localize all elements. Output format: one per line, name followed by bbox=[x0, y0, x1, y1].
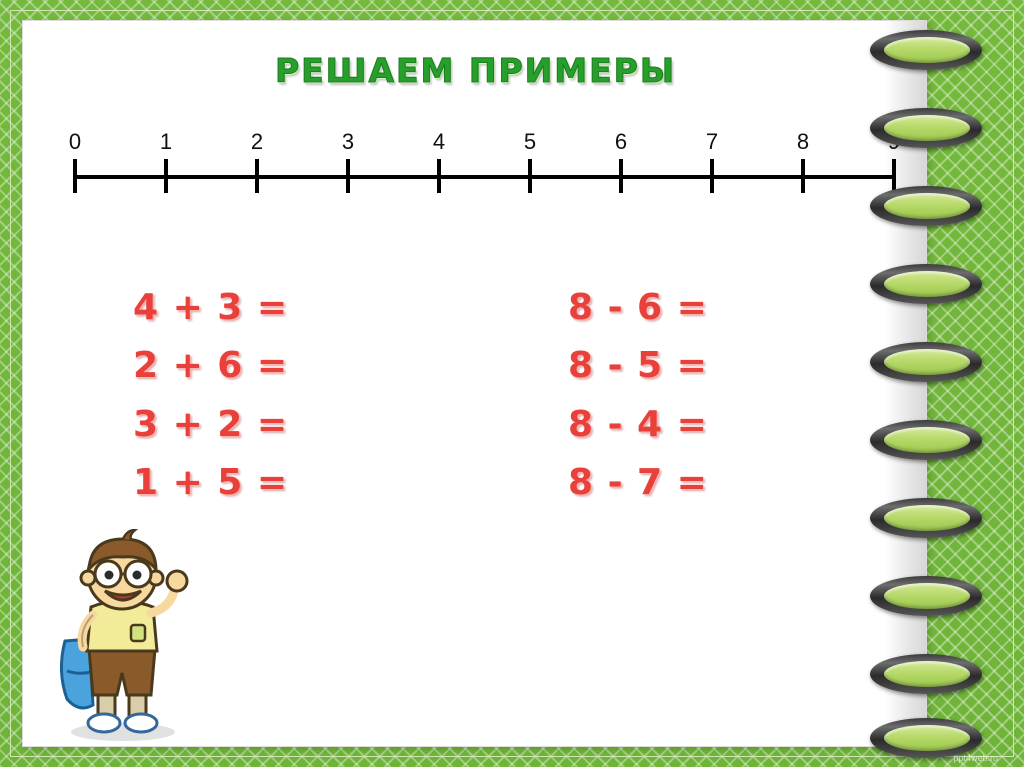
example-expression: 1 + 5 = bbox=[133, 461, 289, 503]
number-line-tick bbox=[164, 159, 168, 193]
number-line-label: 8 bbox=[796, 129, 810, 154]
examples-column-subtraction bbox=[568, 279, 708, 512]
example-expression: 8 - 6 = bbox=[568, 287, 708, 328]
paper-sheet bbox=[22, 20, 927, 747]
spiral-ring bbox=[870, 420, 982, 460]
spiral-ring bbox=[870, 654, 982, 694]
number-line-tick bbox=[619, 159, 623, 193]
number-line-label: 0 bbox=[68, 129, 82, 154]
spiral-ring bbox=[870, 264, 982, 304]
watermark: ppt4web.ru bbox=[953, 753, 998, 763]
spiral-ring bbox=[870, 718, 982, 758]
page-title: РЕШАЕМ ПРИМЕРЫ bbox=[274, 51, 677, 90]
spiral-ring bbox=[870, 498, 982, 538]
example-expression: 4 + 3 = bbox=[133, 287, 289, 328]
spiral-ring bbox=[870, 108, 982, 148]
number-line-labels bbox=[53, 129, 903, 159]
example-expression: 8 - 7 = bbox=[568, 461, 708, 503]
number-line-tick bbox=[710, 159, 714, 193]
number-line-label: 2 bbox=[250, 129, 264, 154]
number-line bbox=[53, 129, 903, 219]
spiral-ring bbox=[870, 576, 982, 616]
number-line-label: 3 bbox=[341, 129, 355, 154]
example-expression: 8 - 5 = bbox=[568, 345, 708, 387]
spiral-ring bbox=[870, 186, 982, 226]
number-line-tick bbox=[255, 159, 259, 193]
spiral-ring bbox=[870, 342, 982, 382]
number-line-tick bbox=[801, 159, 805, 193]
number-line-label: 5 bbox=[523, 129, 537, 154]
number-line-label: 4 bbox=[432, 129, 446, 154]
example-expression: 8 - 4 = bbox=[568, 403, 708, 445]
example-expression: 2 + 6 = bbox=[133, 345, 289, 387]
number-line-tick bbox=[437, 159, 441, 193]
number-line-label: 1 bbox=[159, 129, 173, 154]
number-line-tick bbox=[528, 159, 532, 193]
number-line-label: 6 bbox=[614, 129, 628, 154]
spiral-binding bbox=[870, 18, 988, 750]
number-line-axis bbox=[75, 175, 893, 179]
examples-column-addition bbox=[133, 279, 288, 512]
number-line-tick bbox=[346, 159, 350, 193]
number-line-tick bbox=[73, 159, 77, 193]
spiral-ring bbox=[870, 30, 982, 70]
boy-illustration bbox=[51, 529, 201, 744]
example-expression: 3 + 2 = bbox=[133, 403, 289, 445]
number-line-label: 7 bbox=[705, 129, 719, 154]
